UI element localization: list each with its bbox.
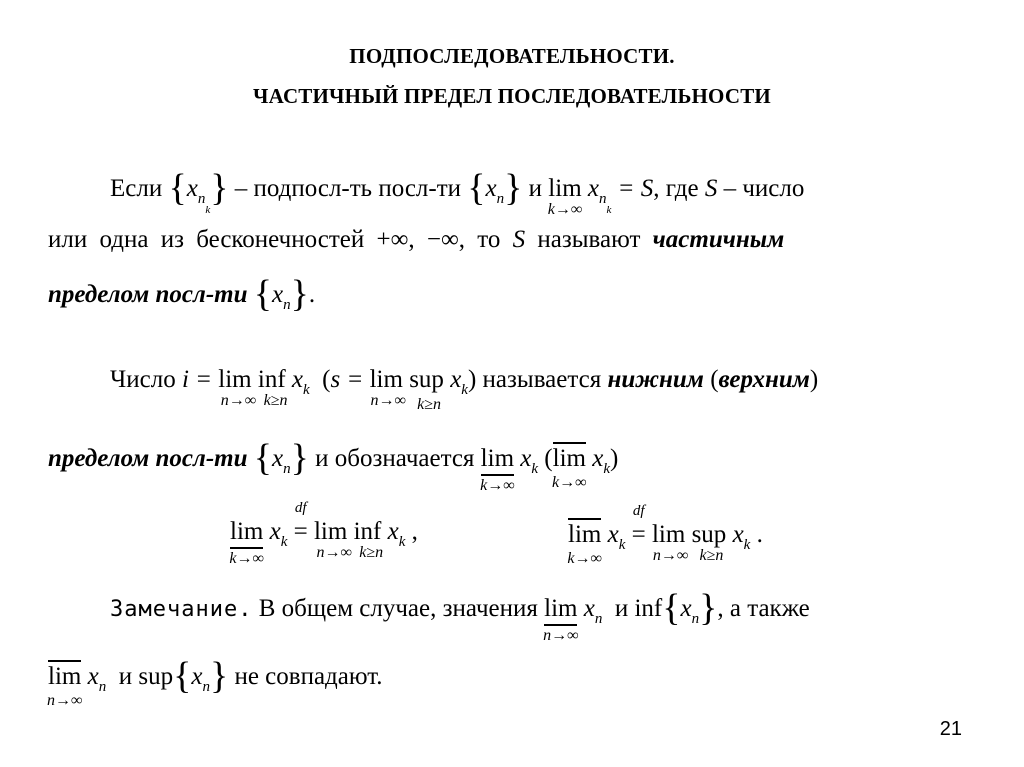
left-brace-symbol: { bbox=[662, 587, 681, 629]
word-number: Число bbox=[110, 366, 176, 393]
slide-title-line1: ПОДПОСЛЕДОВАТЕЛЬНОСТИ. bbox=[349, 44, 675, 68]
lower-limit-notation: lim n→∞ bbox=[543, 595, 579, 644]
xk-symbol: $x_k$ bbox=[607, 521, 626, 553]
seq-symbol: $x_n$ bbox=[583, 595, 603, 627]
upper-limit-notation: lim n→∞ bbox=[48, 660, 81, 691]
term-lower: нижним bbox=[607, 366, 704, 393]
left-brace-symbol: { bbox=[173, 655, 192, 697]
p2-line2: пределом посл-ти $\{x_n\}$ и обозначается lim k→∞ $x_k$ (lim k→∞ $x_k$) bbox=[48, 437, 619, 494]
seq-symbol: $x_n$ bbox=[680, 595, 700, 627]
upper-limit-notation: lim k→∞ bbox=[568, 518, 601, 549]
remark-text1: В общем случае, значения bbox=[258, 595, 538, 622]
remark-label: Замечание. bbox=[110, 597, 253, 622]
left-brace-symbol: { bbox=[467, 167, 486, 209]
p1-line1 bbox=[110, 166, 804, 216]
xk-symbol: $x_k$ bbox=[592, 445, 610, 477]
p2-line1: Число i = lim inf n→∞ k≥n $x_k$ (s = lim sup n→∞ k≥n $x_k$) называется нижним (верхним) bbox=[110, 366, 819, 413]
right-brace-symbol: } bbox=[290, 273, 309, 315]
symbol-s: S bbox=[704, 175, 718, 202]
remark-also: , а также bbox=[717, 595, 810, 622]
right-brace-symbol: } bbox=[290, 437, 309, 479]
right-brace-symbol: } bbox=[209, 655, 229, 697]
xk-symbol: $x_k$ bbox=[732, 521, 751, 553]
text-subsequence: – подпосл-ть посл-ти bbox=[234, 175, 462, 202]
xk-symbol: $x_k$ bbox=[291, 366, 310, 398]
text-is-called: называется bbox=[482, 366, 602, 393]
limit-expression: lim k→∞ bbox=[547, 175, 583, 218]
left-brace-symbol: { bbox=[168, 167, 187, 209]
term-upper: верхним bbox=[718, 366, 810, 393]
upper-limit-notation: lim k→∞ bbox=[553, 442, 586, 473]
p1-line3 bbox=[48, 272, 315, 316]
term-limit-of-seq: пределом посл-ти bbox=[48, 445, 248, 472]
slide-title-line2: ЧАСТИЧНЫЙ ПРЕДЕЛ ПОСЛЕДОВАТЕЛЬНОСТИ bbox=[253, 84, 771, 108]
def-equals: = df bbox=[293, 500, 308, 545]
text-number: – число bbox=[723, 175, 805, 202]
remark-and2: и bbox=[118, 663, 133, 690]
equals-s: = S bbox=[617, 175, 654, 202]
xk-symbol: $x_k$ bbox=[450, 366, 468, 398]
seq-symbol: $x_n$ bbox=[191, 663, 210, 695]
p1-line2 bbox=[48, 226, 784, 254]
right-brace-symbol: } bbox=[699, 587, 718, 629]
lower-limit-notation: lim k→∞ bbox=[229, 518, 264, 567]
lower-limit-notation: lim k→∞ bbox=[480, 445, 515, 494]
xk-symbol: $x_k$ bbox=[520, 445, 539, 477]
symbol-s: S bbox=[512, 226, 526, 253]
subseq-symbol: $x_{n_k}$ bbox=[186, 175, 211, 216]
def-lower-formula: lim k→∞ $x_k$ = df lim inf n→∞ k≥n $x_k$ , bbox=[229, 500, 418, 567]
inf-word: inf bbox=[634, 595, 663, 622]
def-equals: = df bbox=[631, 503, 646, 548]
seq-symbol: $x_n$ bbox=[272, 445, 291, 477]
left-brace-symbol: { bbox=[253, 437, 273, 479]
left-brace-symbol: { bbox=[253, 273, 273, 315]
text-and: и bbox=[528, 175, 543, 202]
seq-symbol: $x_n$ bbox=[87, 663, 107, 695]
remark-end: не совпадают. bbox=[234, 663, 383, 690]
liminf-expression: lim inf n→∞ k≥n bbox=[218, 366, 288, 409]
word-if: Если bbox=[110, 175, 163, 202]
term-limit-of-seq: пределом посл-ти bbox=[48, 281, 248, 308]
def-upper-formula: lim k→∞ $x_k$ = df lim sup n→∞ k≥n $x_k$ . bbox=[567, 503, 763, 567]
s-equals: s = bbox=[330, 366, 364, 393]
text-dot: . bbox=[308, 281, 316, 308]
remark-and: и bbox=[614, 595, 629, 622]
right-brace-symbol: } bbox=[504, 167, 523, 209]
text-denoted: и обозначается bbox=[315, 445, 475, 472]
i-equals: i = bbox=[181, 366, 213, 393]
sup-word: sup bbox=[138, 663, 174, 690]
text-where: , где bbox=[653, 175, 699, 202]
page-number: 21 bbox=[939, 718, 962, 740]
text-infinities: или одна из бесконечностей +∞, −∞, то bbox=[48, 226, 501, 253]
right-brace-symbol: } bbox=[210, 167, 229, 209]
liminf-expression: lim inf n→∞ k≥n bbox=[313, 518, 384, 561]
xk-symbol: $x_k$ bbox=[269, 518, 288, 550]
seq-symbol: $x_n$ bbox=[272, 281, 291, 313]
seq-symbol: $x_n$ bbox=[485, 175, 505, 207]
limsup-expression: lim sup n→∞ k≥n bbox=[369, 366, 444, 413]
xk-symbol: $x_k$ bbox=[387, 518, 406, 550]
remark-line1 bbox=[110, 586, 810, 644]
remark-line2 bbox=[46, 654, 383, 709]
subseq-symbol: $x_{n_k}$ bbox=[587, 175, 612, 216]
term-partial: частичным bbox=[652, 226, 785, 253]
limsup-expression: lim sup n→∞ k≥n bbox=[651, 521, 727, 564]
text-called: называют bbox=[537, 226, 641, 253]
